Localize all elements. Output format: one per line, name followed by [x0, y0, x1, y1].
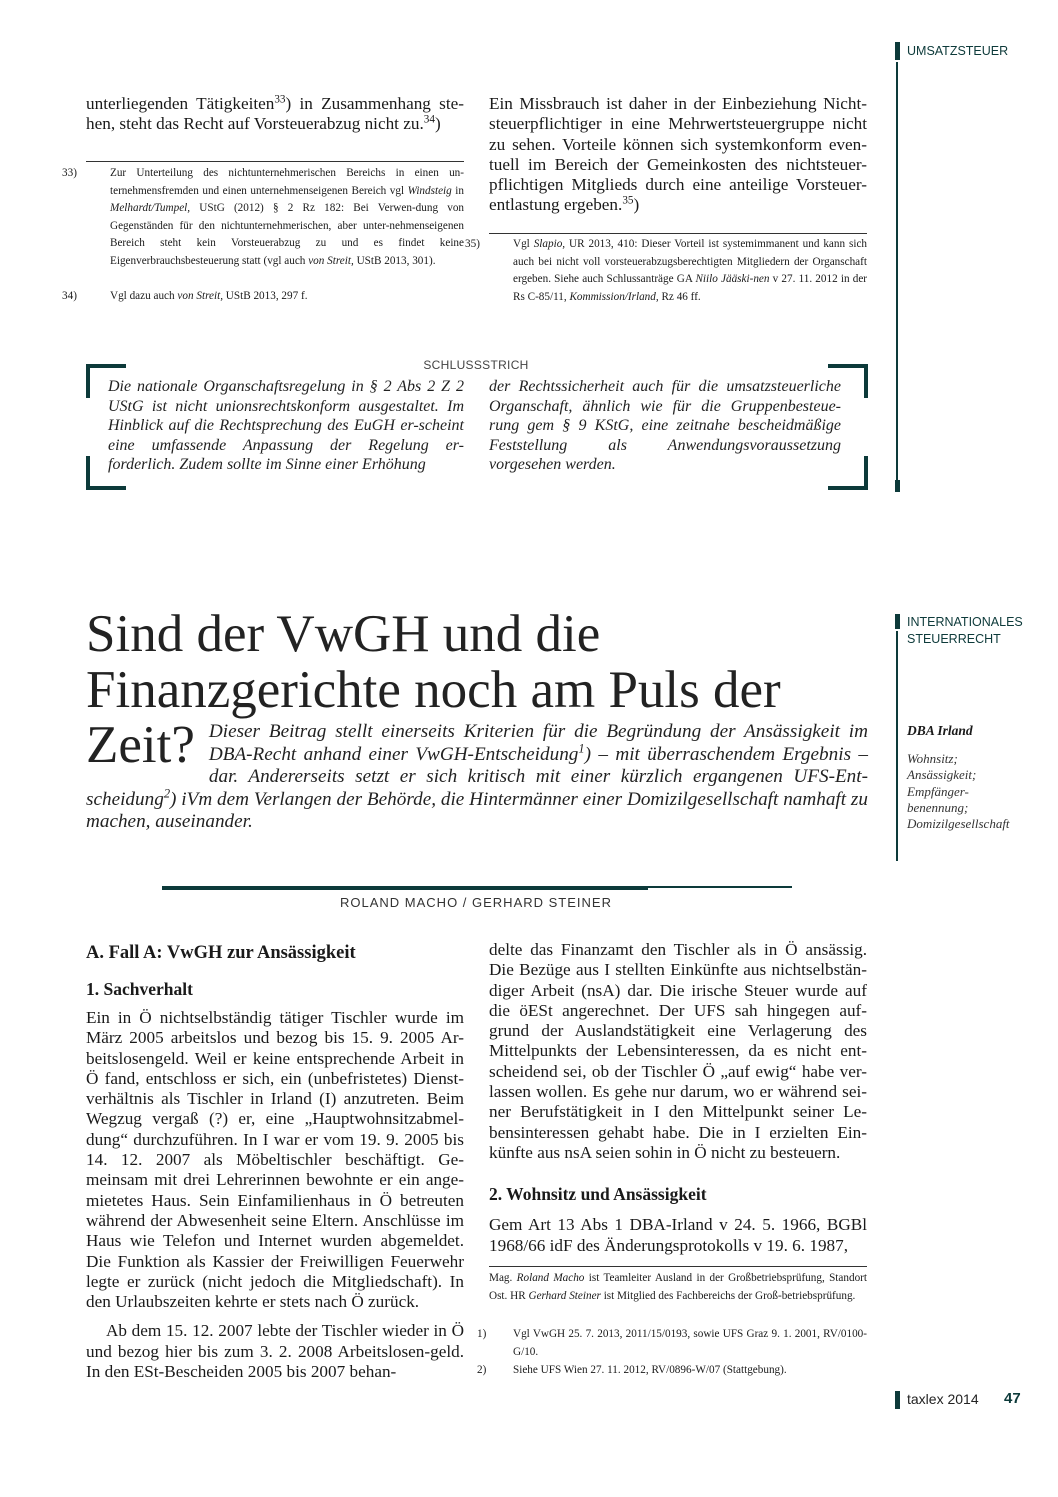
title-line: Sind der VwGH und die [86, 605, 601, 663]
footnote-34: 34) Vgl dazu auch von Streit, UStB 2013, 297 f. [62, 290, 308, 302]
footnote-rule [86, 161, 464, 162]
paragraph: delte das Finanzamt den Tischler als in Ö ansässig. Die Bezüge aus I stellten Einkünfte aus nichtselbstän-diger Arbeit (nsA) dar. Die irische Steuer wurde auf die öESt angerechnet. Der UFS sah hingegen auf-grund der Auslandstätigkeit eine Verlagerung des Mittelpunkts der Lebensinteressen, da es nicht ent-scheidend sei, ob der Tischler Ö „auf ewig“ habe ver-lassen wollen. Es gehe nur darum, wo er während sei-ner Berufstätigkeit in I den Mittelpunkt seiner Le-bensinteressen gehabt habe. Die in I erzielten Ein-künfte aus nsA seien sohin in Ö nicht zu besteuern. [489, 940, 867, 1162]
footer-marker-bar [895, 1391, 900, 1409]
top-right-text: Ein Missbrauch ist daher in der Einbeziehung Nicht-steuerpflichtiger in eine Mehrwertsteuergruppe nicht zu sehen. Vorteile können sich systemkonform even-tuell im Bereich der Gemeinkosten des nichtsteuer-pflichtigen Mitglieds durch eine anteilige Vorsteuer-entlastung ergeben.$^{35}$) [489, 94, 867, 215]
section-label-line: INTERNATIONALES [907, 615, 1023, 629]
body-left-column [86, 942, 464, 1382]
authors: ROLAND MACHO / GERHARD STEINER [340, 895, 612, 910]
footnote-2: 2) Siehe UFS Wien 27. 11. 2012, RV/0896-W/07 (Stattgebung). [477, 1364, 787, 1376]
paragraph: Gem Art 13 Abs 1 DBA-Irland v 24. 5. 1966, BGBl 1968/66 idF des Änderungsprotokolls v 19. 6. 1987, [489, 1215, 867, 1255]
heading-1: 1. Sachverhalt [86, 979, 193, 999]
section-label-line: STEUERRECHT [907, 632, 1001, 646]
heading-2: 2. Wohnsitz und Ansässigkeit [489, 1184, 707, 1205]
keyword: Domizilgesellschaft [907, 816, 1010, 832]
keyword: Empfänger- [907, 783, 969, 799]
title-line: Zeit? [86, 716, 195, 774]
journal-name: taxlex 2014 [907, 1391, 979, 1407]
schlussstrich-left-text: Die nationale Organschaftsregelung in § 2 Abs 2 Z 2 UStG ist nicht unionsrechtskonform ausgestaltet. Im Hinblick auf die Rechtsprechung des EuGH er-scheint eine umfassende Anpassung der Regelung er-forderlich. Zudem sollte im Sinne einer Erhöhung [108, 378, 464, 474]
top-left-text: unterliegenden Tätigkeiten$^{33}$) in Zusammenhang ste- hen, steht das Recht auf Vorsteuerabzug nicht zu.$^{34}$) [86, 93, 464, 134]
section-label-umsatzsteuer: UMSATZSTEUER [907, 44, 1009, 58]
author-info: Mag. Roland Macho ist Teamleiter Ausland in der Großbetriebsprüfung, Standort Ost. HR Gerhard Steiner ist Mitglied des Fachbereichs der Groß-betriebsprüfung. [489, 1272, 868, 1302]
footnote-35: 35) Vgl Slapio, UR 2013, 410: Dieser Vorteil ist systemimmanent und kann sich auch bei nicht voll vorsteuerabzugsberechtigten Mitgliedern der Organschaft ergeben. Siehe auch Schlussanträge GA Niilo Jääski-nen v 27. 11. 2012 in der Rs C-85/11, Kommission/Irland, Rz 46 ff. [465, 238, 868, 303]
keyword: Wohnsitz; [907, 751, 958, 766]
paragraph: Ab dem 15. 12. 2007 lebte der Tischler wieder in Ö und bezog hier bis zum 3. 2. 2008 Arbeitslosen-geld. In den ESt-Bescheiden 2005 bis 2007 behan- [86, 1321, 464, 1382]
footnote-rule [489, 233, 867, 234]
article-kicker: Dieser Beitrag stellt einerseits Kriterien für die Begründung der Ansässigkeit im DBA-Recht anhand einer VwGH-Entscheidung$^1$) – mit überraschendem Ergebnis – dar. Andererseits setzt er sich kritisch mit einer kürzlich ergangenen UFS-Ent-scheidung$^2$) iVm dem Verlangen der Behörde, die Hintermänner einer Domizilgesellschaft namhaft zu machen, auseinander. [86, 721, 868, 833]
topic-label: DBA Irland [907, 723, 973, 738]
section-rule [896, 631, 898, 861]
footnote-33: 33) Zur Unterteilung des nichtunternehmerischen Bereichs in einen un-ternehmensfremden und einen unternehmenseigenen Bereich vgl Windsteig in Melhardt/Tumpel, UStG (2012) § 2 Rz 182: Bei Verwen-dung von Gegenständen für den nichtunternehmerischen, aber unter-nehmenseigenen Bereich steht kein Vorsteuerabzug zu und es findet keine Eigenverbrauchsbesteuerung statt (vgl auch von Streit, UStB 2013, 301). [62, 167, 465, 267]
footnote-1: 1) Vgl VwGH 25. 7. 2013, 2011/15/0193, sowie UFS Graz 9. 1. 2001, RV/0100-G/10. [477, 1328, 867, 1358]
page-number: 47 [1004, 1390, 1021, 1407]
body-right-column [489, 940, 867, 1256]
heading-a: A. Fall A: VwGH zur Ansässigkeit [86, 943, 356, 963]
article-title [86, 606, 781, 718]
title-line: Finanzgerichte noch am Puls der [86, 661, 781, 719]
keyword: benennung; [907, 799, 969, 815]
section-rule-end [895, 480, 900, 492]
paragraph: Ein in Ö nichtselbständig tätiger Tischler wurde im März 2005 arbeitslos und bezog bis 15. 9. 2005 Ar-beitslosengeld. Weil er keine entsprechende Arbeit in Ö fand, entschloss er sich, ein (unbefristetes) Dienst-verhältnis als Tischler in Irland (I) anzutreten. Beim Wegzug vergaß (?) er, eine „Hauptwohnsitzabmel-dung“ durchzuführen. In I war er vom 19. 9. 2005 bis 14. 12. 2007 als Möbeltischler beschäftigt. Ge-meinsam mit drei Lehrerinnen bewohnte er ein ange-mietetes Haus. Sein Einfamilienhaus in Ö betreuten während der Abwesenheit seine Eltern. Anschlüsse im Haus wie Telefon und Internet wurden abgemeldet. Die Funktion als Kassier der Freiwilligen Feuerwehr legte er zurück (nicht jedoch die Mitgliedschaft). In den Urlaubszeiten kehrte er stets nach Ö zurück. [86, 1008, 464, 1312]
schlussstrich-right-text: der Rechtssicherheit auch für die umsatzsteuerliche Organschaft, ähnlich wie für die Gruppenbesteue-rung gem § 9 KStG, eine zeitnahe bescheidmäßige Feststellung als Anwendungsvoraussetzung vorgesehen werden. [489, 378, 841, 474]
keyword-list [907, 751, 1010, 832]
author-rule-thick [162, 886, 648, 890]
article-kicker-block [86, 718, 868, 834]
keyword: Ansässigkeit; [907, 767, 977, 783]
schlussstrich-label: SCHLUSSSTRICH [423, 358, 529, 372]
section-label-internationales [907, 614, 1023, 648]
section-marker-bar [895, 42, 900, 60]
section-rule [896, 62, 898, 492]
section-marker-bar [895, 614, 900, 629]
footnote-rule [489, 1266, 867, 1267]
